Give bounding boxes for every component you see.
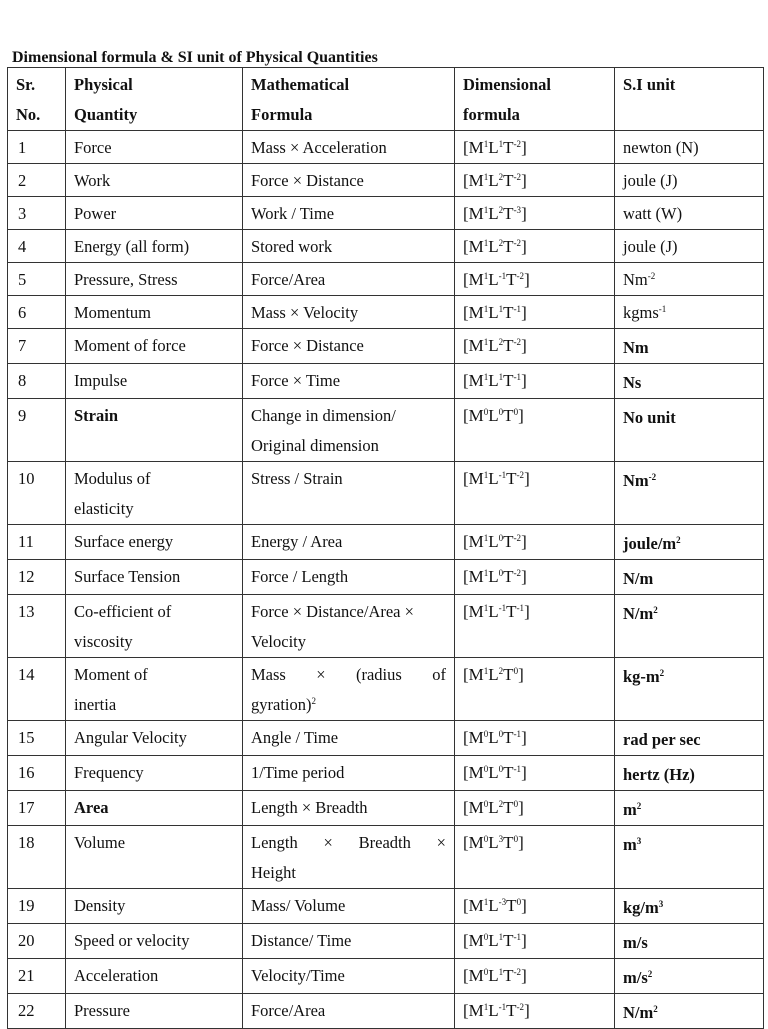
document-title: Dimensional formula & SI unit of Physical Quantities (12, 49, 378, 66)
cell-physical-quantity: Pressure (66, 994, 243, 1029)
cell-physical-quantity: Impulse (66, 364, 243, 399)
cell-sr-no: 9 (8, 399, 66, 462)
cell-sr-no: 10 (8, 462, 66, 525)
table-header-row (8, 68, 764, 131)
cell-mathematical-formula: Force × Time (243, 364, 455, 399)
cell-si-unit: $m/s^2$ (615, 959, 764, 994)
cell-dimensional-formula: $[M^1L^2T^{-2}]$ (455, 164, 615, 197)
cell-physical-quantity: Work (66, 164, 243, 197)
table-row (8, 525, 764, 560)
table-row (8, 296, 764, 329)
cell-sr-no: 17 (8, 791, 66, 826)
cell-mathematical-formula: Angle / Time (243, 721, 455, 756)
cell-dimensional-formula: $[M^1L^{-1}T^{-2}]$ (455, 462, 615, 525)
cell-physical-quantity: Density (66, 889, 243, 924)
table-row (8, 131, 764, 164)
table-row (8, 994, 764, 1029)
cell-physical-quantity: Moment of force (66, 329, 243, 364)
cell-mathematical-formula: Force/Area (243, 994, 455, 1029)
cell-mathematical-formula: Length × Breadth × Height (243, 826, 455, 889)
header-dimensional-formula: Dimensional formula (455, 68, 615, 131)
cell-sr-no: 6 (8, 296, 66, 329)
cell-physical-quantity: Strain (66, 399, 243, 462)
cell-physical-quantity: Area (66, 791, 243, 826)
cell-sr-no: 15 (8, 721, 66, 756)
cell-dimensional-formula: $[M^0L^1T^{-2}]$ (455, 959, 615, 994)
cell-dimensional-formula: $[M^0L^0T^{-1}]$ (455, 721, 615, 756)
table-row (8, 756, 764, 791)
cell-dimensional-formula: $[M^0L^1T^{-1}]$ (455, 924, 615, 959)
cell-dimensional-formula: $[M^1L^1T^{-1}]$ (455, 296, 615, 329)
cell-sr-no: 8 (8, 364, 66, 399)
cell-dimensional-formula: $[M^1L^1T^{-2}]$ (455, 131, 615, 164)
cell-mathematical-formula: Force / Length (243, 560, 455, 595)
cell-si-unit: No unit (615, 399, 764, 462)
cell-dimensional-formula: $[M^1L^{-1}T^{-2}]$ (455, 263, 615, 296)
cell-si-unit: joule (J) (615, 164, 764, 197)
table-body (8, 131, 764, 1029)
cell-si-unit: joule/$m^2$ (615, 525, 764, 560)
table-row (8, 364, 764, 399)
cell-si-unit: Nm (615, 329, 764, 364)
cell-si-unit: $m^3$ (615, 826, 764, 889)
cell-dimensional-formula: $[M^0L^3T^0]$ (455, 826, 615, 889)
cell-mathematical-formula: Energy / Area (243, 525, 455, 560)
cell-mathematical-formula: Velocity/Time (243, 959, 455, 994)
table-row (8, 164, 764, 197)
cell-physical-quantity: Volume (66, 826, 243, 889)
cell-sr-no: 4 (8, 230, 66, 263)
table-row (8, 263, 764, 296)
cell-physical-quantity: Frequency (66, 756, 243, 791)
cell-si-unit: joule (J) (615, 230, 764, 263)
cell-si-unit: $m^2$ (615, 791, 764, 826)
cell-sr-no: 1 (8, 131, 66, 164)
cell-dimensional-formula: $[M^1L^{-1}T^{-2}]$ (455, 994, 615, 1029)
cell-sr-no: 5 (8, 263, 66, 296)
cell-physical-quantity: Acceleration (66, 959, 243, 994)
cell-mathematical-formula: Change in dimension/ Original dimension (243, 399, 455, 462)
table-row (8, 595, 764, 658)
cell-si-unit: m/s (615, 924, 764, 959)
cell-mathematical-formula: Mass × Velocity (243, 296, 455, 329)
table-row (8, 329, 764, 364)
cell-sr-no: 7 (8, 329, 66, 364)
cell-sr-no: 18 (8, 826, 66, 889)
cell-dimensional-formula: $[M^0L^2T^0]$ (455, 791, 615, 826)
cell-si-unit: rad per sec (615, 721, 764, 756)
cell-si-unit: Ns (615, 364, 764, 399)
cell-dimensional-formula: $[M^1L^2T^{-3}]$ (455, 197, 615, 230)
cell-physical-quantity: Power (66, 197, 243, 230)
cell-sr-no: 16 (8, 756, 66, 791)
cell-mathematical-formula: 1/Time period (243, 756, 455, 791)
cell-dimensional-formula: $[M^1L^0T^{-2}]$ (455, 560, 615, 595)
cell-mathematical-formula: Force × Distance (243, 329, 455, 364)
cell-physical-quantity: Energy (all form) (66, 230, 243, 263)
cell-physical-quantity: Angular Velocity (66, 721, 243, 756)
cell-physical-quantity: Moment of inertia (66, 658, 243, 721)
cell-sr-no: 12 (8, 560, 66, 595)
cell-physical-quantity: Modulus of elasticity (66, 462, 243, 525)
cell-dimensional-formula: $[M^0L^0T^0]$ (455, 399, 615, 462)
cell-sr-no: 13 (8, 595, 66, 658)
cell-sr-no: 22 (8, 994, 66, 1029)
cell-mathematical-formula: Mass × Acceleration (243, 131, 455, 164)
cell-sr-no: 2 (8, 164, 66, 197)
cell-si-unit: $kg/m^3$ (615, 889, 764, 924)
cell-si-unit: newton (N) (615, 131, 764, 164)
cell-dimensional-formula: $[M^1L^2T^{-2}]$ (455, 329, 615, 364)
cell-physical-quantity: Momentum (66, 296, 243, 329)
cell-si-unit: watt (W) (615, 197, 764, 230)
header-physical-quantity: Physical Quantity (66, 68, 243, 131)
cell-sr-no: 21 (8, 959, 66, 994)
header-si-unit: S.I unit (615, 68, 764, 131)
cell-dimensional-formula: $[M^1L^2T^{-2}]$ (455, 230, 615, 263)
cell-dimensional-formula: $[M^0L^0T^{-1}]$ (455, 756, 615, 791)
cell-si-unit: hertz (Hz) (615, 756, 764, 791)
cell-dimensional-formula: $[M^1L^0T^{-2}]$ (455, 525, 615, 560)
cell-physical-quantity: Pressure, Stress (66, 263, 243, 296)
header-mathematical-formula: Mathematical Formula (243, 68, 455, 131)
cell-sr-no: 3 (8, 197, 66, 230)
cell-mathematical-formula: Stress / Strain (243, 462, 455, 525)
cell-mathematical-formula: Distance/ Time (243, 924, 455, 959)
cell-sr-no: 11 (8, 525, 66, 560)
cell-physical-quantity: Co-efficient of viscosity (66, 595, 243, 658)
table-row (8, 791, 764, 826)
cell-si-unit: $kg-m^2$ (615, 658, 764, 721)
cell-mathematical-formula: Length × Breadth (243, 791, 455, 826)
table-row (8, 197, 764, 230)
table-row (8, 560, 764, 595)
cell-si-unit: $N/m^2$ (615, 994, 764, 1029)
table-row (8, 399, 764, 462)
table-row (8, 924, 764, 959)
cell-sr-no: 20 (8, 924, 66, 959)
cell-sr-no: 14 (8, 658, 66, 721)
cell-si-unit: $N/m^2$ (615, 595, 764, 658)
cell-si-unit: $Nm^{-2}$ (615, 462, 764, 525)
cell-dimensional-formula: $[M^1L^{-1}T^{-1}]$ (455, 595, 615, 658)
table-row (8, 721, 764, 756)
cell-physical-quantity: Surface energy (66, 525, 243, 560)
cell-mathematical-formula: Mass/ Volume (243, 889, 455, 924)
cell-mathematical-formula: Mass × (radius of gyration)$^2$ (243, 658, 455, 721)
table-row (8, 658, 764, 721)
cell-mathematical-formula: Force × Distance/Area × Velocity (243, 595, 455, 658)
cell-dimensional-formula: $[M^1L^{-3}T^0]$ (455, 889, 615, 924)
cell-mathematical-formula: Stored work (243, 230, 455, 263)
cell-sr-no: 19 (8, 889, 66, 924)
table-row (8, 230, 764, 263)
table-row (8, 462, 764, 525)
cell-si-unit: $Nm^{-2}$ (615, 263, 764, 296)
cell-mathematical-formula: Force × Distance (243, 164, 455, 197)
cell-si-unit: kgms$^{-1}$ (615, 296, 764, 329)
cell-dimensional-formula: $[M^1L^1T^{-1}]$ (455, 364, 615, 399)
cell-mathematical-formula: Work / Time (243, 197, 455, 230)
header-sr-no: Sr. No. (8, 68, 66, 131)
physical-quantities-table (7, 67, 764, 1029)
table-row (8, 889, 764, 924)
table-row (8, 959, 764, 994)
cell-mathematical-formula: Force/Area (243, 263, 455, 296)
cell-physical-quantity: Force (66, 131, 243, 164)
table-row (8, 826, 764, 889)
cell-physical-quantity: Surface Tension (66, 560, 243, 595)
cell-si-unit: N/m (615, 560, 764, 595)
cell-physical-quantity: Speed or velocity (66, 924, 243, 959)
cell-dimensional-formula: $[M^1L^2T^0]$ (455, 658, 615, 721)
